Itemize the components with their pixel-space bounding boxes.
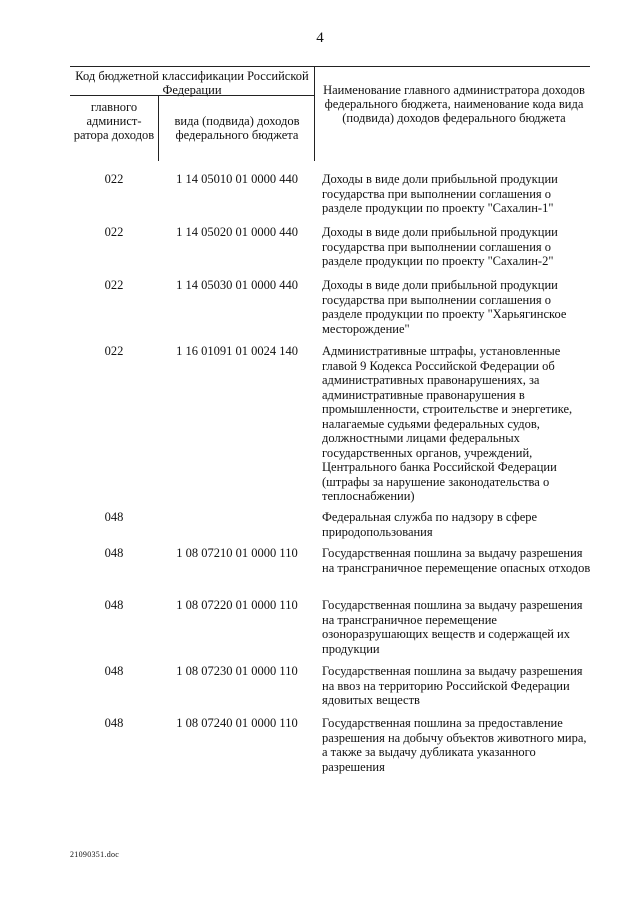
header-top-rule <box>70 66 590 67</box>
admin-code-cell: 048 <box>104 546 124 560</box>
header-column-divider <box>314 66 315 161</box>
income-name-cell: Доходы в виде доли прибыльной продукции государства при выполнении соглашения о разделе продукции по проекту "Сахалин-2" <box>322 225 558 268</box>
income-code-cell: 1 14 05010 01 0000 440 <box>176 172 298 186</box>
admin-code-cell: 048 <box>104 716 124 730</box>
page-number: 4 <box>316 30 324 46</box>
admin-code-cell: 022 <box>104 344 124 358</box>
income-name-cell: Государственная пошлина за выдачу разрешения на трансграничное перемещение опасных отходов <box>322 546 591 575</box>
income-name-cell: Доходы в виде доли прибыльной продукции государства при выполнении соглашения о разделе продукции по проекту "Харьягинское месторождение" <box>322 278 567 336</box>
table-header <box>70 66 590 161</box>
income-code-cell: 1 08 07220 01 0000 110 <box>176 598 298 612</box>
income-code-cell: 1 08 07240 01 0000 110 <box>176 716 298 730</box>
admin-code-cell: 048 <box>104 510 124 524</box>
document-filename: 21090351.doc <box>70 850 120 859</box>
income-name-cell: Государственная пошлина за предоставление разрешения на добычу объектов животного мира, а также за выдачу дубликата указанного разрешения <box>322 716 587 774</box>
admin-code-cell: 022 <box>104 278 124 292</box>
income-name-cell: Государственная пошлина за выдачу разрешения на трансграничное перемещение озоноразрушающих веществ и содержащей их продукции <box>322 598 583 656</box>
admin-code-cell: 048 <box>104 664 124 678</box>
admin-code-cell: 022 <box>104 225 124 239</box>
header-kbk-title: Код бюджетной классификации Российской Федерации <box>75 69 309 97</box>
header-name-column: Наименование главного администратора доходов федерального бюджета, наименование кода вида (подвида) доходов федерального бюджета <box>323 83 585 125</box>
income-name-cell: Федеральная служба по надзору в сфере природопользования <box>322 510 538 539</box>
income-name-cell: Доходы в виде доли прибыльной продукции государства при выполнении соглашения о разделе продукции по проекту "Сахалин-1" <box>322 172 558 215</box>
income-code-cell: 1 14 05020 01 0000 440 <box>176 225 298 239</box>
income-name-cell: Административные штрафы, установленные главой 9 Кодекса Российской Федерации об административных правонарушениях, за административные правонарушения в промышленности, строительстве и энергетике, налагаемые судьями федеральных судов, должностными лицами федеральных государственных органов, учреждений, Центрального банка Российской Федерации (штрафы за нарушение законодательства о теплоснабжении) <box>322 344 573 503</box>
income-name-cell: Государственная пошлина за выдачу разрешения на ввоз на территорию Российской Федерации ядовитых веществ <box>322 664 583 707</box>
header-vid-column: вида (подвида) доходов федерального бюджета <box>174 114 300 142</box>
header-admin-column: главного админист-ратора доходов <box>73 100 155 142</box>
header-subcolumn-divider <box>158 96 159 161</box>
admin-code-cell: 048 <box>104 598 124 612</box>
income-code-cell: 1 14 05030 01 0000 440 <box>176 278 298 292</box>
admin-code-cell: 022 <box>104 172 124 186</box>
income-code-cell: 1 08 07210 01 0000 110 <box>176 546 298 560</box>
income-code-cell: 1 16 01091 01 0024 140 <box>176 344 298 358</box>
income-code-cell: 1 08 07230 01 0000 110 <box>176 664 298 678</box>
